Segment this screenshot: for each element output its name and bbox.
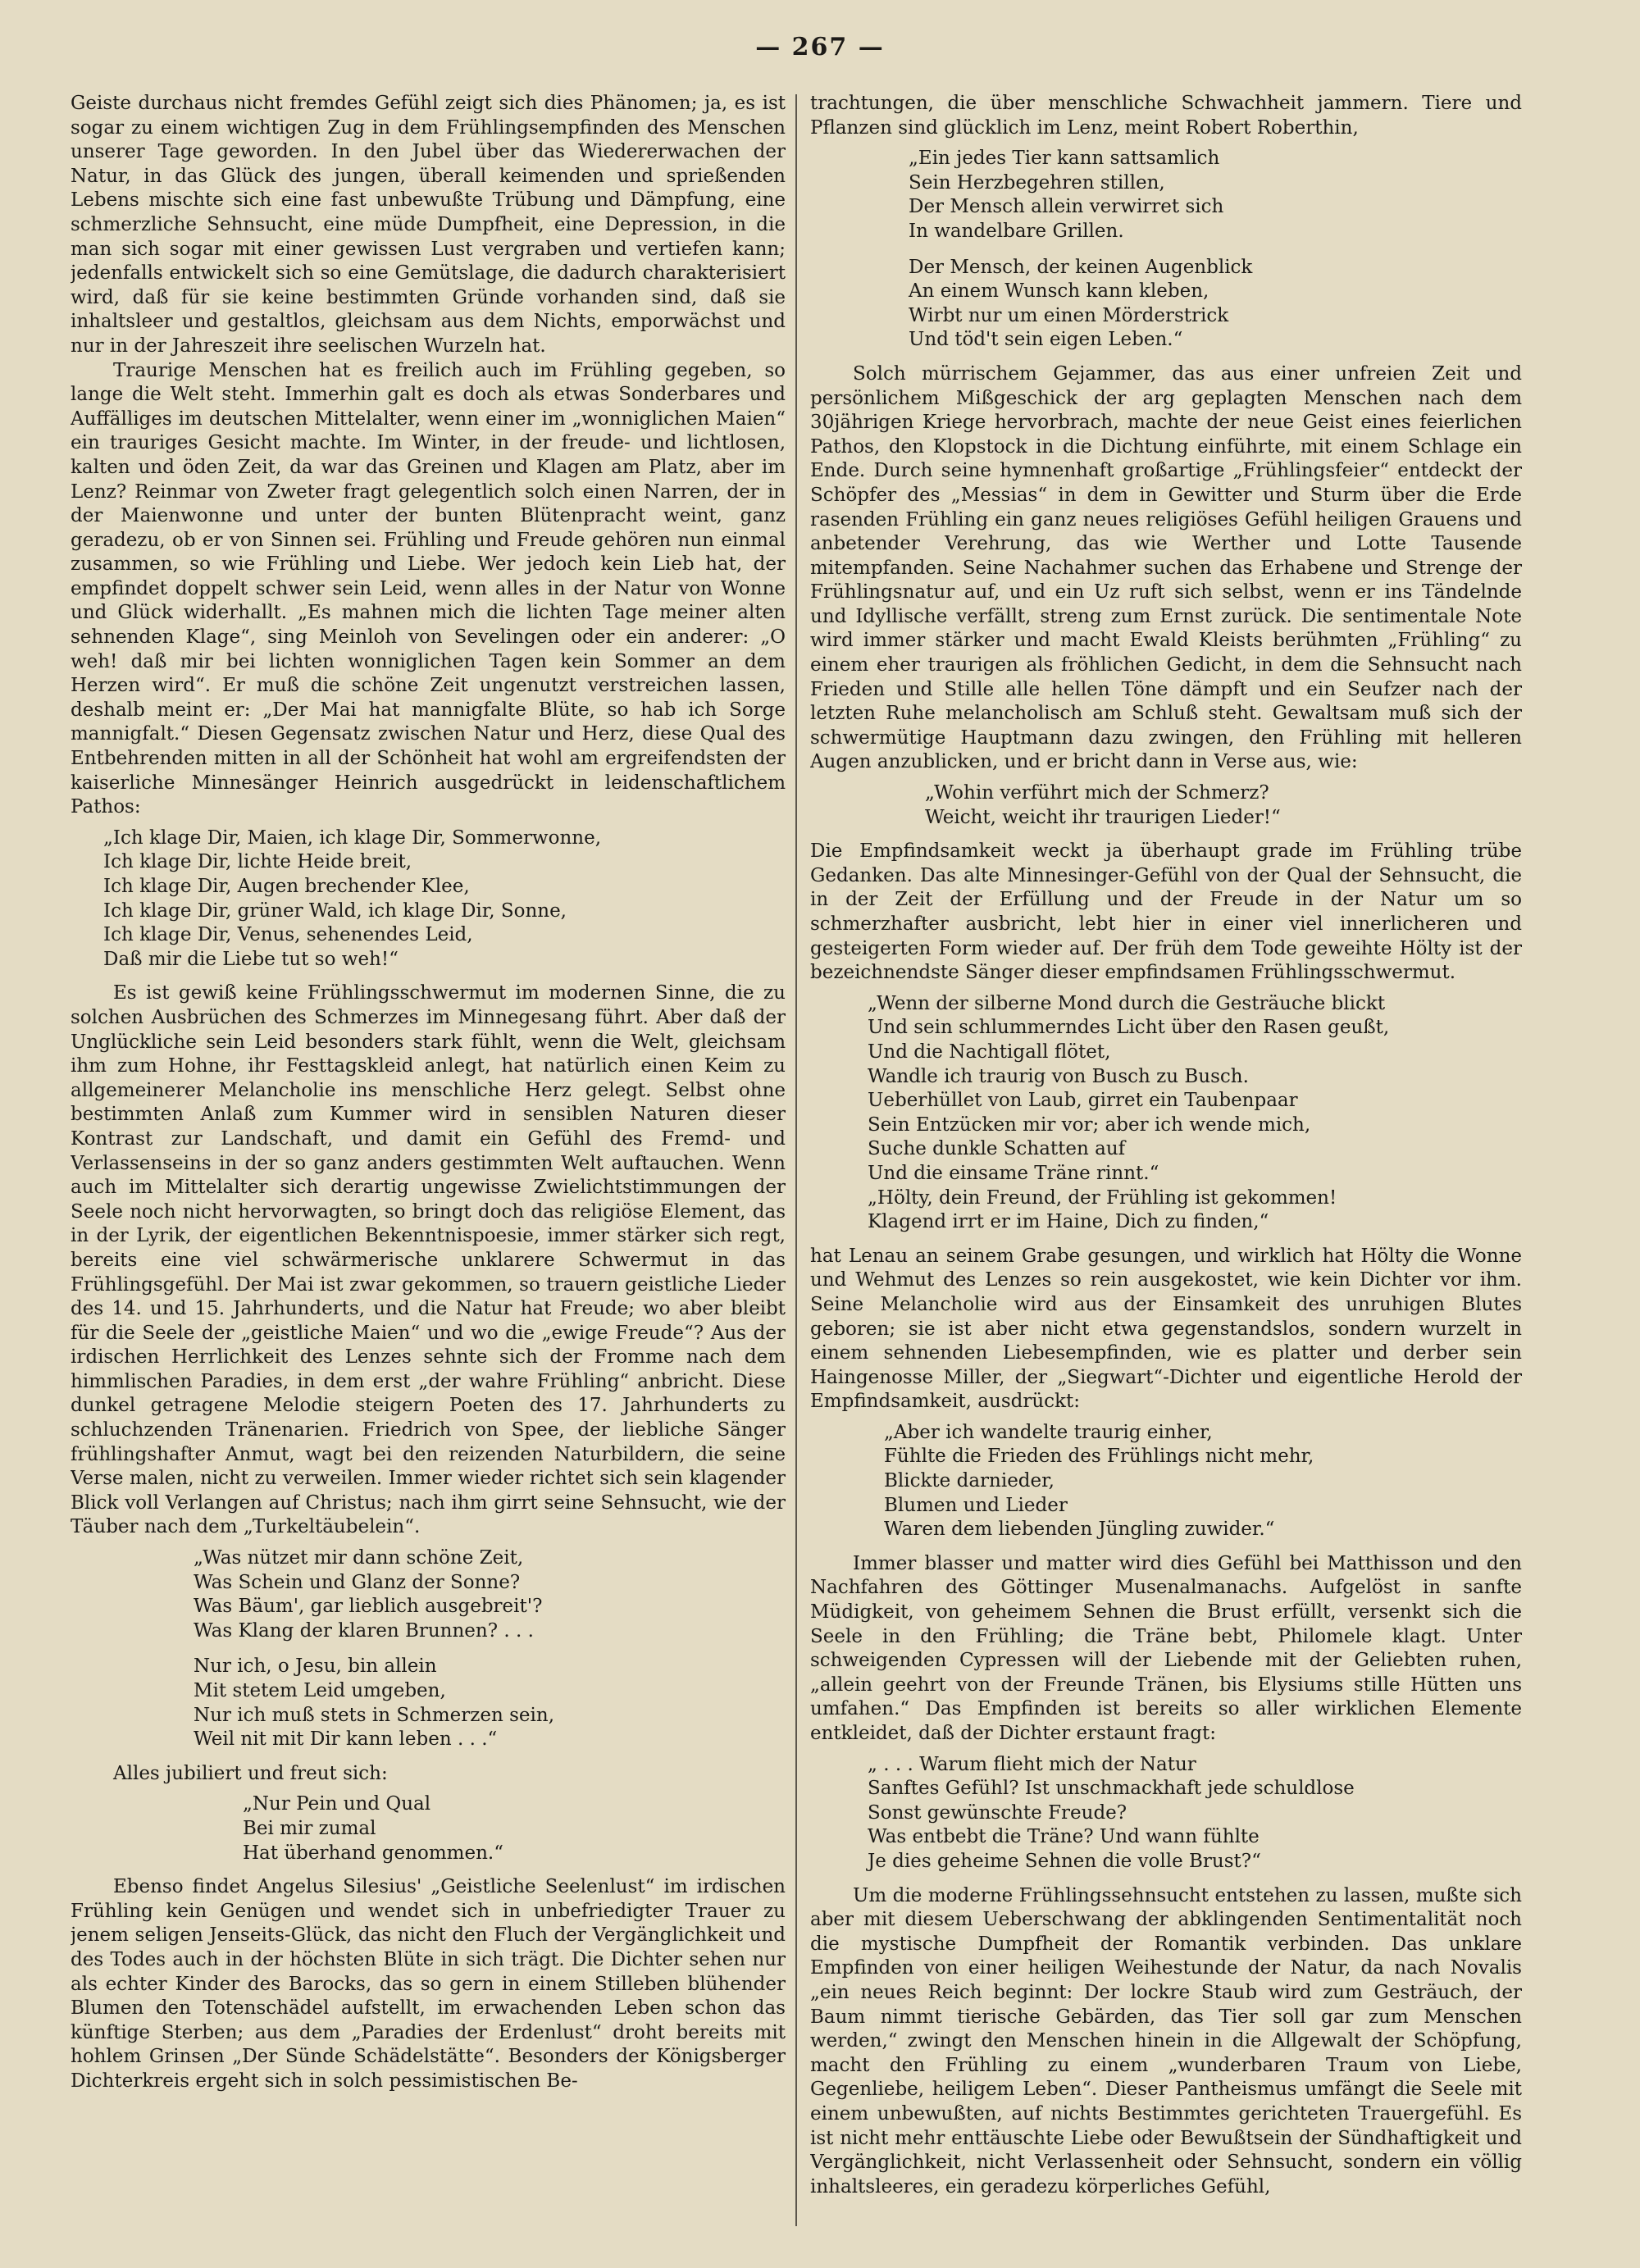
poem-line: Nur ich, o Jesu, bin allein [194,1655,437,1678]
poem-line: Nur ich muß stets in Schmerzen sein, [194,1704,555,1726]
paragraph: Geiste durchaus nicht fremdes Gefühl zeigt sich dies Phänomen; ja, es ist sogar zu einem wichtigen Zug in dem Frühlingsempfinden des Menschen unserer Tage geworden. In den Jubel über das Wiedererwachen der Natur, in das Glück des jungen, überall keimenden und sprießenden Lebens mischte sich eine fast unbewußte Trübung und Dämpfung, eine schmerzliche Sehnsucht, eine müde Dumpfheit, eine Depression, in die man sich sogar mit einer gewissen Lust vergraben und vertiefen kann; jedenfalls entwickelt sich so eine Gemütslage, die dadurch charakterisiert wird, daß für sie keine bestimmten Gründe vorhanden sind, daß sie inhaltsleer und gestaltlos, gleichsam aus dem Nichts, emporwächst und nur in der Jahreszeit ihre seelischen Wurzeln hat. [71,93,786,357]
poem-line: Der Mensch, der keinen Augenblick [909,256,1253,278]
poem-line: Ich klage Dir, Venus, sehenendes Leid, [103,924,473,946]
poem-line: Sanftes Gefühl? Ist unschmackhaft jede schuldlose [868,1778,1355,1800]
poem-quote [810,1753,1522,1874]
poem-line: „ . . . Warum flieht mich der Natur [868,1753,1196,1775]
poem-line: Suche dunkle Schatten auf [868,1138,1126,1160]
poem-line: „Ein jedes Tier kann sattsamlich [909,148,1220,170]
paragraph: hat Lenau an seinem Grabe gesungen, und wirklich hat Hölty die Wonne und Wehmut des Lenzes so rein ausgekostet, wie kein Dichter vor ihm. Seine Melancholie wird aus der Einsamkeit des unruhigen Blutes geboren; sie ist aber nicht etwa gegenstandslos, sondern wurzelt in einem sehnenden Liebesempfinden, wie es platter und derber sein Haingenosse Miller, der „Siegwart“-Dichter und eigentliche Herold der Empfindsamkeit, ausdrückt: [810,1245,1522,1413]
poem-line: Weicht, weicht ihr traurigen Lieder!“ [925,806,1281,828]
poem-line: Ich klage Dir, lichte Heide breit, [103,851,412,873]
poem-line: Sein Herzbegehren stillen, [909,171,1165,194]
poem-line: Mit stetem Leid umgeben, [194,1680,446,1701]
poem-line: Wirbt nur um einen Mörderstrick [909,304,1229,326]
poem-quote [71,1546,786,1752]
left-column [71,92,786,2257]
paragraph: Die Empfindsamkeit weckt ja überhaupt grade im Frühling trübe Gedanken. Das alte Minnesinger-Gefühl von der Qual der Sehnsucht, die in der Zeit der Erfüllung und der Freude in der Natur um so schmerzhafter ausbricht, lebt hier in einer viel innerlicheren und gesteigerten Form wieder auf. Der früh dem Tode geweihte Hölty ist der bezeichnendste Sänger dieser empfindsamen Frühlingsschwermut. [810,840,1522,984]
poem-quote [810,781,1522,830]
stanza-break [194,1643,786,1655]
paragraph: Alles jubiliert und freut sich: [113,1762,388,1784]
poem-quote [71,827,786,972]
poem-line: „Nur Pein und Qual [243,1793,431,1815]
stanza-break [909,244,1522,256]
poem-line: Der Mensch allein verwirret sich [909,196,1224,218]
poem-line: „Hölty, dein Freund, der Frühling ist gekommen! [868,1186,1337,1209]
poem-line: Blickte darnieder, [884,1470,1055,1492]
poem-line: Ich klage Dir, Augen brechender Klee, [103,876,470,897]
column-divider [795,94,797,2226]
poem-line: Sonst gewünschte Freude? [868,1801,1128,1824]
poem-line: „Ich klage Dir, Maien, ich klage Dir, Sommerwonne, [103,827,602,849]
poem-line: Was Klang der klaren Brunnen? . . . [194,1619,534,1642]
poem-line: Sein Entzücken mir vor; aber ich wende mich, [868,1114,1311,1136]
poem-line: Was Bäum', gar lieblich ausgebreit'? [194,1596,543,1618]
poem-line: Weil nit mit Dir kann leben . . .“ [194,1728,498,1751]
page-number: — 267 — [755,33,885,61]
poem-line: Was Schein und Glanz der Sonne? [194,1571,521,1593]
poem-quote [810,992,1522,1235]
poem-line: Fühlte die Frieden des Frühlings nicht mehr, [884,1446,1314,1468]
paragraph: Es ist gewiß keine Frühlingsschwermut im modernen Sinne, die zu solchen Ausbrüchen des Schmerzes im Minnegesang führt. Aber daß der Unglückliche sein Leid besonders stark fühlt, wenn die Welt, gleichsam ihm zum Hohne, ihr Festtagskleid anlegt, hat natürlich einen Keim zu allgemeinerer Melancholie ins menschliche Herz gelegt. Selbst ohne bestimmten Anlaß zum Kummer wird in sensiblen Naturen dieser Kontrast zur Landschaft, und damit ein Gefühl des Fremd- und Verlassenseins in der so ganz anders gestimmten Welt auftauchen. Wenn auch im Mittelalter sich derartig ungewisse Zwielichtstimmungen der Seele noch nicht hervorwagten, so bringt doch das religiöse Element, das in der Lyrik, der eigentlichen Bekenntnispoesie, immer stärker sich regt, bereits eine viel schwärmerische unklarere Schwermut in das Frühlingsgefühl. Der Mai ist zwar gekommen, so trauern geistliche Lieder des 14. und 15. Jahrhunderts, und die Natur hat Freude; wo aber bleibt für die Seele der „geistliche Maien“ und wo die „ewige Freude“? Aus der irdischen Herrlichkeit des Lenzes sehnte sich der Fromme nach dem himmlischen Paradies, in dem erst „der wahre Frühling“ anbricht. Diese dunkel getragene Melodie steigern Poeten des 17. Jahrhunderts zu schluchzenden Tränenarien. Friedrich von Spee, der liebliche Sänger frühlingshafter Anmut, wagt bei den reizenden Naturbildern, die seine Verse malen, nicht zu verweilen. Immer wieder richtet sich sein klagender Blick voll Verlangen auf Christus; nach ihm girrt seine Sehnsucht, wie der Täuber nach dem „Turkeltäubelein“. [71,982,786,1538]
poem-line: Bei mir zumal [243,1817,376,1839]
poem-line: Was entbebt die Träne? Und wann fühlte [868,1826,1260,1848]
poem-line: Blumen und Lieder [884,1494,1068,1516]
poem-line: Und die Nachtigall flötet, [868,1041,1111,1063]
poem-line: Je dies geheime Sehnen die volle Brust?“ [868,1850,1261,1872]
poem-quote [810,1421,1522,1542]
paragraph: Um die moderne Frühlingssehnsucht entstehen zu lassen, mußte sich aber mit diesem Ueberschwang der abklingenden Sentimentalität noch die mystische Dumpfheit der Romantik verbinden. Das unklare Empfinden von einer heiligen Weihestunde der Natur, da nach Novalis „ein neues Reich beginnt: Der lockre Staub wird zum Gesträuch, der Baum nimmt tierische Gebärden, das Tier soll gar zum Menschen werden,“ zwingt den Menschen hinein in die Allgewalt der Schöpfung, macht den Frühling zu einem „wunderbaren Traum von Liebe, Gegenliebe, heiligem Leben“. Dieser Pantheismus umfängt die Seele mit einem unbewußten, auf nichts Bestimmtes gerichteten Trauergefühl. Es ist nicht mehr enttäuschte Liebe oder Bewußtsein der Sündhaftigkeit und Vergänglichkeit, nicht Verlassenheit oder Sehnsucht, sondern ein völlig inhaltsleeres, ein geradezu körperliches Gefühl, [810,1884,1522,2197]
poem-line: „Wenn der silberne Mond durch die Gesträuche blickt [868,992,1386,1014]
paragraph: Solch mürrischem Gejammer, das aus einer unfreien Zeit und persönlichem Mißgeschick der arg geplagten Menschen nach dem 30jährigen Kriege hervorbrach, machte der neue Geist eines feierlichen Pathos, den Klopstock in die Dichtung einführte, mit einem Schlage ein Ende. Durch seine hymnenhaft großartige „Frühlingsfeier“ entdeckt der Schöpfer des „Messias“ in dem in Gewitter und Sturm über die Erde rasenden Frühling ein ganz neues religiöses Gefühl heiligen Grauens und anbetender Verehrung, das wie Werther und Lotte Tausende mitempfanden. Seine Nachahmer suchen das Erhabene und Strenge der Frühlingsnatur auf, und ein Uz ruft sich selbst, wenn er ins Tändelnde und Idyllische verfällt, streng zum Ernst zurück. Die sentimentale Note wird immer stärker und macht Ewald Kleists berühmten „Frühling“ zu einem eher traurigen als fröhlichen Gedicht, in dem die Sehnsucht nach Frieden und Stille alle hellen Töne dämpft und ein Seufzer nach der letzten Ruhe melancholisch am Schluß steht. Gewaltsam muß sich der schwermütige Hauptmann dazu zwingen, den Frühling mit helleren Augen anzublicken, und er bricht dann in Verse aus, wie: [810,362,1522,773]
poem-line: Daß mir die Liebe tut so weh!“ [103,948,399,970]
poem-line: Klagend irrt er im Haine, Dich zu finden,“ [868,1211,1269,1233]
poem-line: In wandelbare Grillen. [909,220,1124,242]
right-column [810,92,1522,2257]
poem-line: Hat überhand genommen.“ [243,1842,503,1864]
poem-line: Ueberhüllet von Laub, girret ein Taubenpaar [868,1090,1298,1112]
paragraph: trachtungen, die über menschliche Schwachheit jammern. Tiere und Pflanzen sind glücklich im Lenz, meint Robert Roberthin, [810,93,1522,139]
poem-quote [810,147,1522,353]
poem-line: Und sein schlummerndes Licht über den Rasen geußt, [868,1017,1390,1039]
poem-line: „Was nützet mir dann schöne Zeit, [194,1547,524,1569]
poem-line: Und töd't sein eigen Leben.“ [909,329,1183,351]
paragraph: Ebenso findet Angelus Silesius' „Geistliche Seelenlust“ im irdischen Frühling kein Genügen und wendet sich in unbefriedigter Trauer zu jenem seligen Jenseits-Glück, das nicht den Fluch der Vergänglichkeit und des Todes auch in der höchsten Blüte in sich trägt. Die Dichter sehen nur als echter Kinder des Barocks, das so gern in einem Stilleben blühender Blumen den Totenschädel aufstellt, im erwachenden Leben schon das künftige Sterben; aus dem „Paradies der Erdenlust“ droht bereits mit hohlem Grinsen „Der Sünde Schädelstätte“. Besonders der Königsberger Dichterkreis ergeht sich in solch pessimistischen Be- [71,1876,786,2092]
poem-line: Wandle ich traurig von Busch zu Busch. [868,1065,1249,1087]
poem-line: „Wohin verführt mich der Schmerz? [925,782,1269,804]
paragraph: Traurige Menschen hat es freilich auch im Frühling gegeben, so lange die Welt steht. Immerhin galt es doch als etwas Sonderbares und Auffälliges im deutschen Mittelalter, wenn einer im „wonniglichen Maien“ ein trauriges Gesicht machte. Im Winter, in der freude- und lichtlosen, kalten und öden Zeit, da war das Greinen und Klagen am Platz, aber im Lenz? Reinmar von Zweter fragt gelegentlich solch einen Narren, der in der Maienwonne und unter der bunten Blütenpracht weint, ganz geradezu, ob er von Sinnen sei. Frühling und Freude gehören nun einmal zusammen, so wie Frühling und Liebe. Wer jedoch kein Lieb hat, der empfindet doppelt schwer sein Leid, wenn alles in der Natur von Wonne und Glück widerhallt. „Es mahnen mich die lichten Tage meiner alten sehnenden Klage“, sing Meinloh von Sevelingen oder ein anderer: „O weh! daß mir bei lichten wonniglichen Tagen kein Sommer an dem Herzen wird“. Er muß die schöne Zeit ungenutzt verstreichen lassen, deshalb meint er: „Der Mai hat mannigfalte Blüte, so hab ich Sorge mannigfalt.“ Diesen Gegensatz zwischen Natur und Herz, diese Qual des Entbehrenden mitten in all der Schönheit hat wohl am ergreifendsten der kaiserliche Minnesänger Heinrich ausgedrückt in leidenschaftlichem Pathos: [71,359,786,818]
poem-line: Waren dem liebenden Jüngling zuwider.“ [884,1519,1275,1541]
paragraph: Immer blasser und matter wird dies Gefühl bei Matthisson und den Nachfahren des Göttinger Musenalmanachs. Aufgelöst in sanfte Müdigkeit, von geheimem Sehnen die Brust erfüllt, versenkt sich die Seele in den Frühling; die Träne bebt, Philomele klagt. Unter schweigenden Cypressen will der Liebende mit der Geliebten ruhen, „allein geehrt von der Freunde Tränen, bis Elysiums stille Hütten uns umfahen.“ Das Empfinden ist bereits so aller wirklichen Elemente entkleidet, daß der Dichter erstaunt fragt: [810,1552,1522,1744]
poem-quote [71,1792,786,1865]
poem-line: An einem Wunsch kann kleben, [909,280,1210,303]
poem-line: „Aber ich wandelte traurig einher, [884,1421,1213,1443]
poem-line: Ich klage Dir, grüner Wald, ich klage Dir, Sonne, [103,899,567,922]
poem-line: Und die einsame Träne rinnt.“ [868,1162,1159,1184]
